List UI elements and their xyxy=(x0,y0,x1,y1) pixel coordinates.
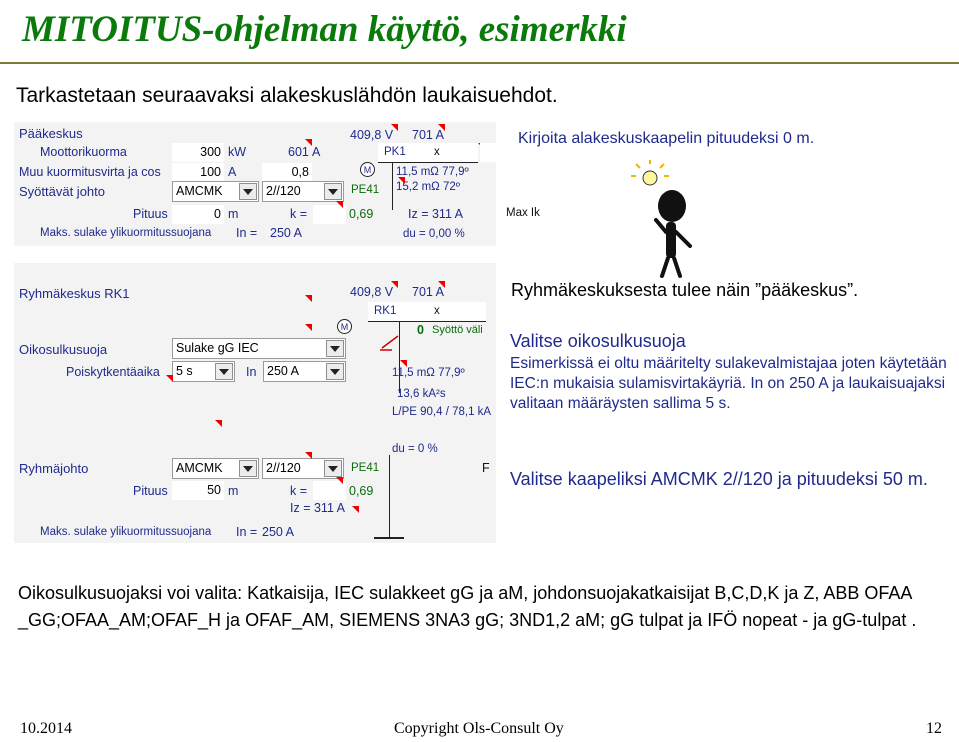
group-motor-icon: M xyxy=(337,319,352,334)
protection-options-text: Oikosulkusuojaksi voi valita: Katkaisija, IEC sulakkeet gG ja aM, johdonsuojakatkaisijat B,C,D,K ja Z, ABB OFAA _GG;OFAA_AM;OFAF_H ja OFAF_AM, SIEMENS 3NA3 gG; 3ND1,2 aM; gG tulpat ja IFÖ nopeat - ja gG-tulpat . xyxy=(18,583,917,630)
motor-current-unit: A xyxy=(312,145,321,159)
motor-icon: M xyxy=(360,162,375,177)
comment-marker xyxy=(391,281,398,288)
group-length-unit: m xyxy=(228,484,239,498)
voltage-drop-value: du = 0,00 % xyxy=(403,228,465,240)
chevron-down-icon[interactable] xyxy=(326,340,344,357)
comment-marker xyxy=(305,139,312,146)
group-fuse-in-value: 250 A xyxy=(262,525,294,539)
impedance-value-2: 15,2 mΩ 72º xyxy=(396,181,460,193)
note-choose-cable: Valitse kaapeliksi AMCMK 2//120 ja pituudeksi 50 m. xyxy=(510,469,928,489)
pe-conductor-label: PE41 xyxy=(351,184,380,196)
trip-time-label: Poiskytkentäaika xyxy=(66,365,160,379)
rated-current-select[interactable] xyxy=(263,361,346,382)
motor-current-value: 601 xyxy=(288,145,309,159)
max-fuse-label: Maks. sulake ylikuormitussuojana xyxy=(40,227,212,239)
length-label: Pituus xyxy=(133,207,168,221)
other-load-unit: A xyxy=(228,165,237,179)
other-load-input[interactable]: 100 xyxy=(172,163,224,182)
group-cable-type-select[interactable] xyxy=(172,458,259,479)
cable-size-select[interactable] xyxy=(262,181,344,202)
note-choose-protection: Valitse oikosulkusuoja xyxy=(510,331,686,351)
cable-type-value: AMCMK xyxy=(176,184,223,198)
k-factor-label: k = xyxy=(290,207,308,221)
busbar-line xyxy=(378,162,478,163)
node-label: PK1 xyxy=(384,146,406,158)
comment-marker xyxy=(398,177,405,184)
chevron-down-icon[interactable] xyxy=(239,183,257,200)
comment-marker xyxy=(305,324,312,331)
voltage-value: 409,8 V xyxy=(350,128,394,142)
max-ik-label: Max Ik xyxy=(506,207,540,219)
energy-value: 13,6 kA²s xyxy=(397,388,446,400)
comment-marker xyxy=(336,201,343,208)
impedance-value-1: 11,5 mΩ 77,9º xyxy=(396,166,469,178)
motor-load-input[interactable]: 300 xyxy=(172,143,224,162)
group-fuse-in-label: In = xyxy=(236,525,258,539)
protection-label: Oikosulkusuoja xyxy=(19,342,108,357)
group-k-factor-label: k = xyxy=(290,484,308,498)
current-value: 701 A xyxy=(412,128,444,142)
feed-zero-value: 0 xyxy=(417,323,424,337)
title-divider xyxy=(0,62,959,64)
group-voltage-value: 409,8 V xyxy=(350,285,394,299)
chevron-down-icon[interactable] xyxy=(324,460,342,477)
footer-copyright: Copyright Ols-Consult Oy xyxy=(394,720,564,737)
comment-marker xyxy=(305,295,312,302)
k-factor-value: 0,69 xyxy=(349,207,374,221)
length-unit: m xyxy=(228,207,239,221)
cos-phi-input[interactable]: 0,8 xyxy=(262,163,312,182)
group-iz-value: Iz = 311 A xyxy=(290,501,346,515)
group-current-value: 701 A xyxy=(412,285,444,299)
note-iec-explanation: Esimerkissä ei oltu määritelty sulakevalmistajaa joten käytetään IEC:n mukaisia sulamisvirtakäyriä. In on 250 A ja laukaisuajaksi valitaan määräysten sallima 5 s. xyxy=(510,355,947,412)
protection-type-select[interactable] xyxy=(172,338,346,359)
group-busbar-line xyxy=(368,321,486,322)
note-main-center: Ryhmäkeskuksesta tulee näin ”pääkeskus”. xyxy=(511,280,859,300)
group-length-label: Pituus xyxy=(133,484,168,498)
chevron-down-icon[interactable] xyxy=(326,363,344,380)
footer-date: 10.2014 xyxy=(20,720,72,737)
group-cable-heading: Ryhmäjohto xyxy=(19,461,89,476)
chevron-down-icon[interactable] xyxy=(215,363,233,380)
switch-icon xyxy=(378,330,402,352)
comment-marker xyxy=(391,124,398,131)
iz-value: Iz = 311 A xyxy=(408,207,464,221)
length-input[interactable]: 0 xyxy=(172,205,224,224)
fuse-in-label: In = xyxy=(236,226,258,240)
group-cable-type-value: AMCMK xyxy=(176,461,223,475)
comment-marker xyxy=(438,281,445,288)
comment-marker xyxy=(336,477,343,484)
motor-load-label: Moottorikuorma xyxy=(40,145,127,159)
group-length-input[interactable]: 50 xyxy=(172,481,224,500)
group-k-factor-value: 0,69 xyxy=(349,484,374,498)
note-cable-length: Kirjoita alakeskuskaapelin pituudeksi 0 m. xyxy=(518,130,815,147)
comment-marker xyxy=(438,124,445,131)
slide-subtitle: Tarkastetaan seuraavaksi alakeskuslähdön laukaisuehdot. xyxy=(16,84,558,107)
other-load-label: Muu kuormitusvirta ja cos xyxy=(19,165,161,179)
group-cable-end-line xyxy=(374,537,404,539)
group-panel-heading: Ryhmäkeskus RK1 xyxy=(19,286,130,301)
slide-title: MITOITUS-ohjelman käyttö, esimerkki xyxy=(22,9,627,50)
comment-marker xyxy=(305,452,312,459)
cable-type-select[interactable] xyxy=(172,181,259,202)
group-voltage-drop: du = 0 % xyxy=(392,443,438,455)
group-cable-size-select[interactable] xyxy=(262,458,344,479)
group-impedance-value: 11,5 mΩ 77,9º xyxy=(392,367,465,379)
comment-marker xyxy=(166,375,173,382)
trip-time-value: 5 s xyxy=(176,364,193,378)
group-cable-size-value: 2//120 xyxy=(266,461,301,475)
group-edge-letter: F xyxy=(482,461,490,475)
fuse-in-value: 250 A xyxy=(270,226,302,240)
supply-cable-label: Syöttävät johto xyxy=(19,184,105,199)
cable-size-value: 2//120 xyxy=(266,184,301,198)
rated-current-label: In xyxy=(246,365,257,379)
protection-type-value: Sulake gG IEC xyxy=(176,341,259,355)
group-node-label: RK1 xyxy=(374,305,397,317)
group-max-fuse-label: Maks. sulake ylikuormitussuojana xyxy=(40,526,212,538)
chevron-down-icon[interactable] xyxy=(324,183,342,200)
motor-load-unit: kW xyxy=(228,145,247,159)
thinking-figure-icon xyxy=(628,160,698,280)
feed-label: Syöttö väli xyxy=(432,324,483,336)
chevron-down-icon[interactable] xyxy=(239,460,257,477)
trip-time-select[interactable] xyxy=(172,361,235,382)
main-panel-heading: Pääkeskus xyxy=(19,126,83,141)
group-cable-line xyxy=(389,455,390,537)
footer-page-number: 12 xyxy=(926,720,942,737)
rated-current-value: 250 A xyxy=(267,364,299,378)
comment-marker xyxy=(352,506,359,513)
node-x-mark: x xyxy=(434,146,440,158)
comment-marker xyxy=(400,360,407,367)
comment-marker xyxy=(215,420,222,427)
short-circuit-value: L/PE 90,4 / 78,1 kA xyxy=(392,406,492,418)
group-node-x-mark: x xyxy=(434,305,440,317)
group-pe-label: PE41 xyxy=(351,462,380,474)
feeder-line xyxy=(392,162,393,210)
